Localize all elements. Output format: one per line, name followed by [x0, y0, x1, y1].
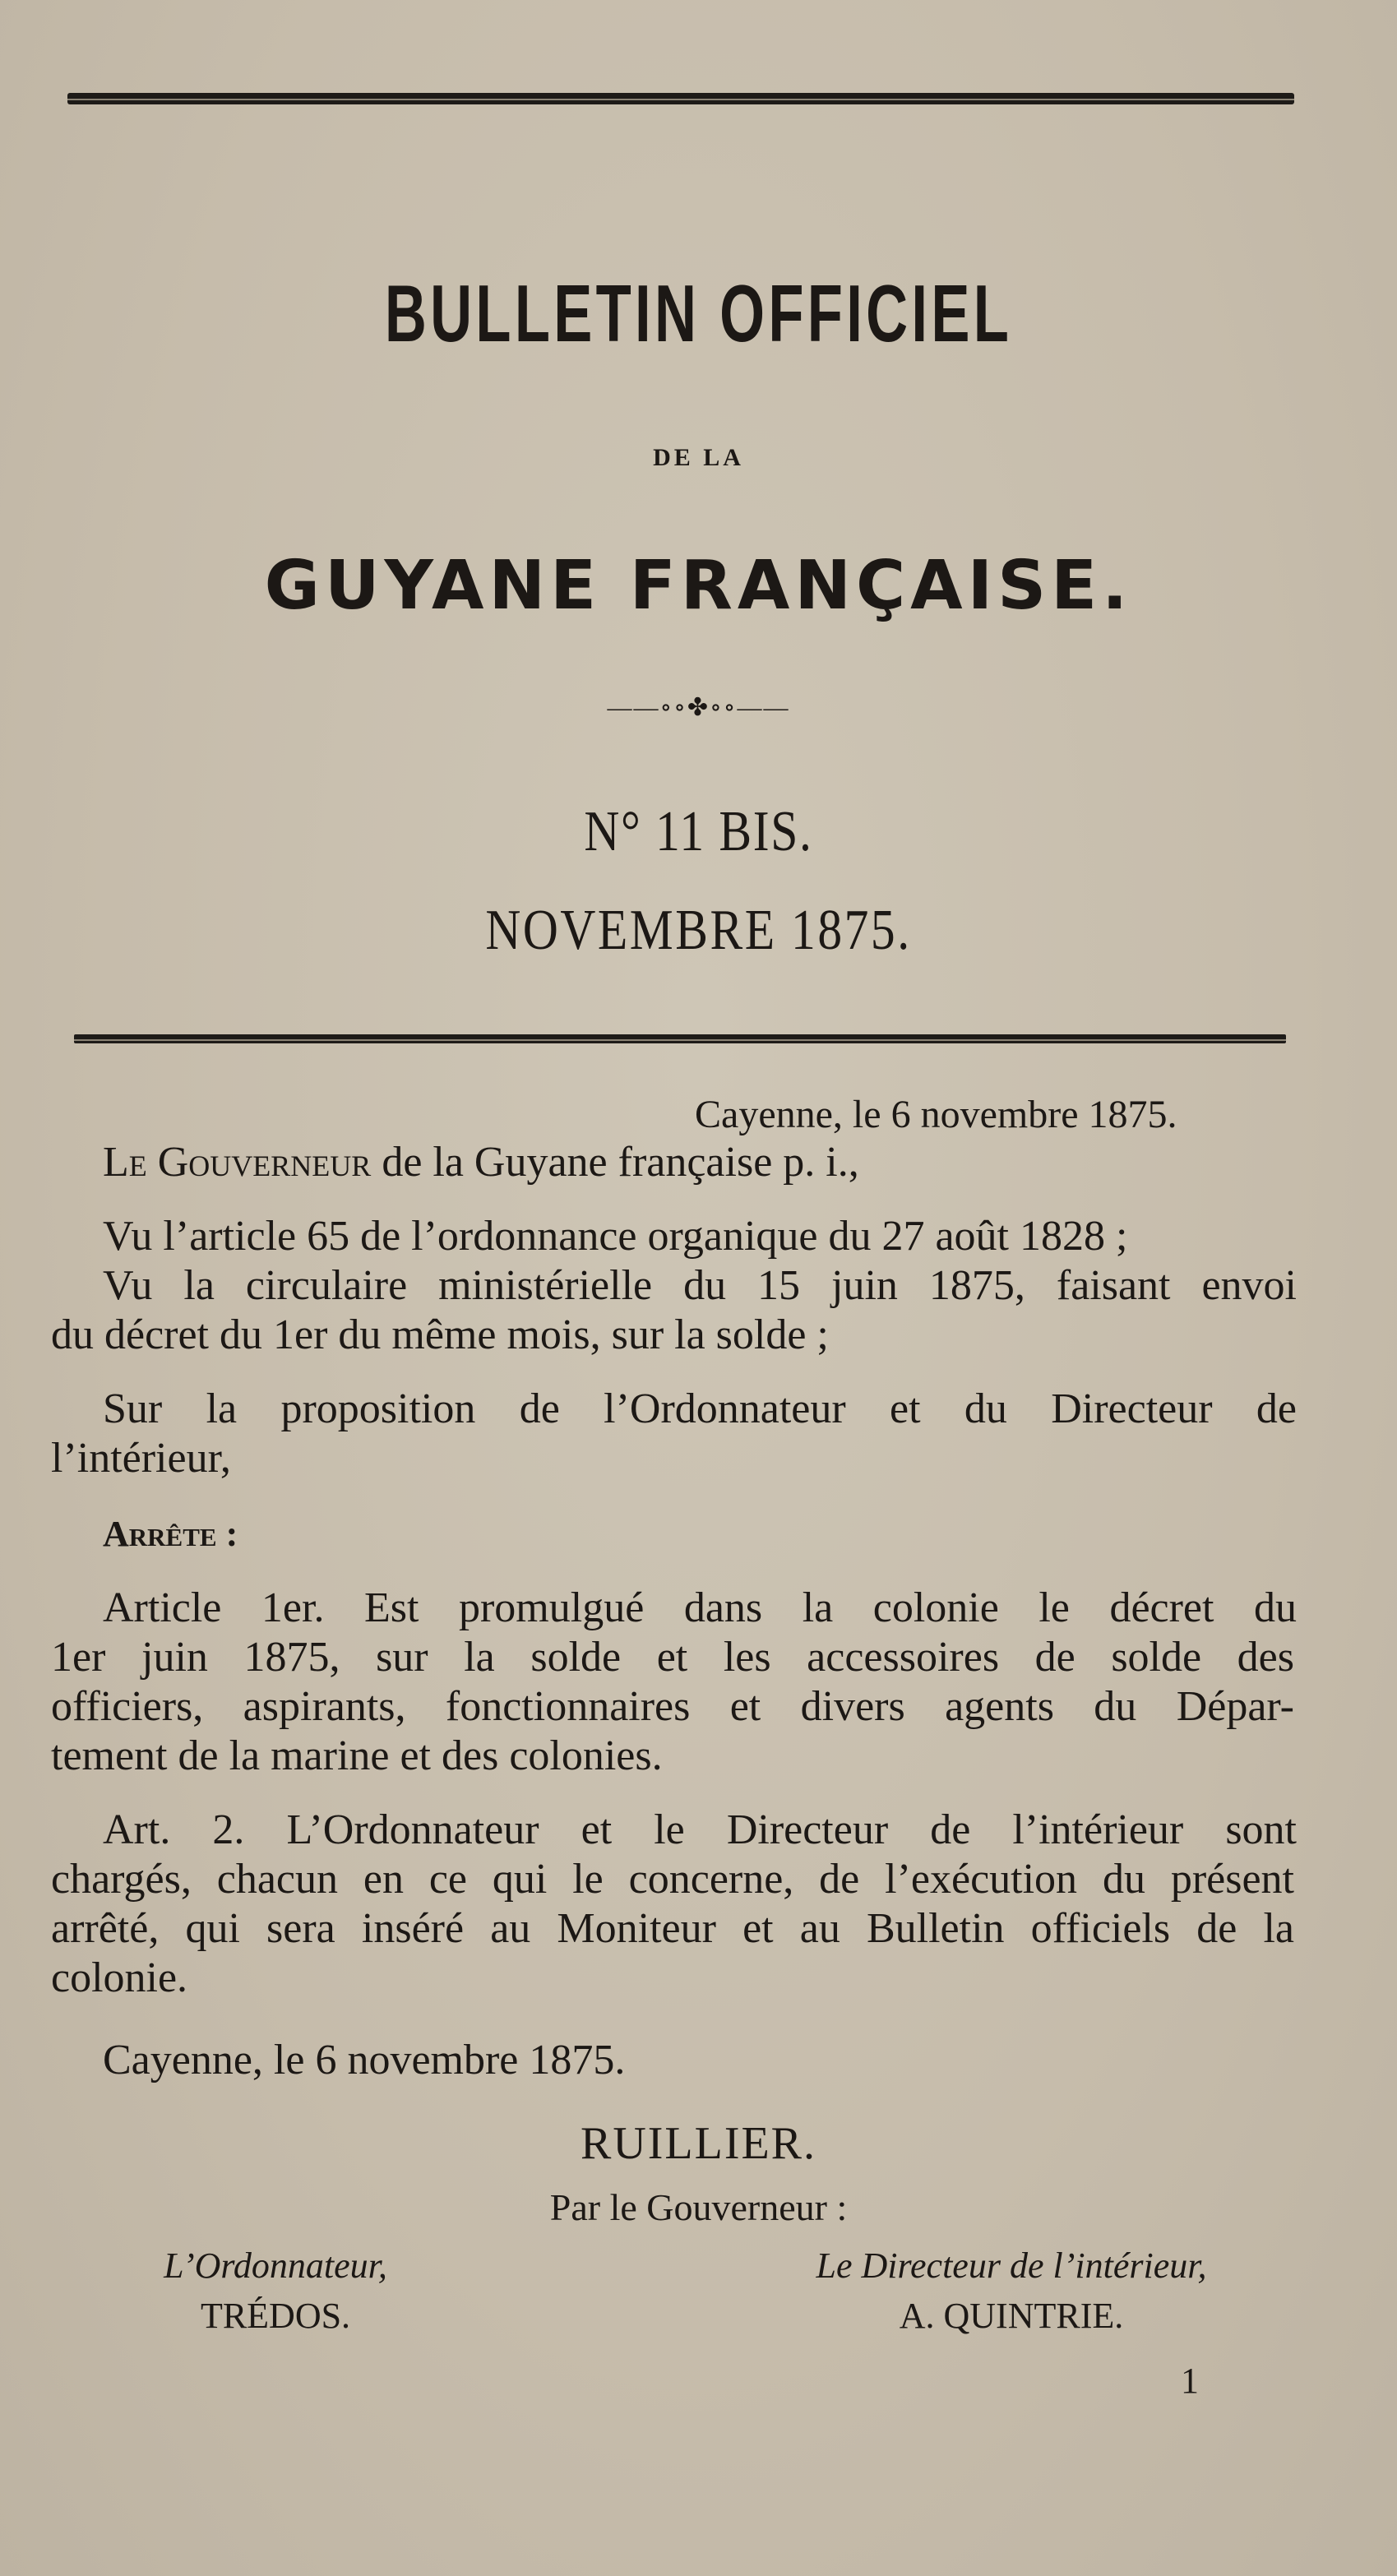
ornament-divider: ——∘∘✤∘∘—— [607, 694, 790, 721]
governor-signature: RUILLIER. [580, 2118, 817, 2169]
directeur-role: Le Directeur de l’intérieur, [816, 2245, 1207, 2286]
article-2-line-4: colonie. [51, 1954, 188, 2001]
sur-proposition-line-1: Sur la proposition de l’Ordonnateur et du Directeur de [103, 1385, 1297, 1432]
issue-date: NOVEMBRE 1875. [485, 899, 912, 962]
article-2-line-1: Art. 2. L’Ordonnateur et le Directeur de l’intérieur sont [103, 1806, 1297, 1853]
closing-place-date: Cayenne, le 6 novembre 1875. [103, 2037, 626, 2083]
gouverneur-lead: Le Gouverneur [103, 1139, 372, 1186]
directeur-signature-block [773, 2241, 1250, 2341]
bulletin-title: BULLETIN OFFICIEL [384, 268, 1013, 358]
directeur-name: A. QUINTRIE. [899, 2296, 1124, 2336]
arrete-heading: Arrête : [103, 1514, 238, 1554]
issue-number: N° 11 BIS. [584, 800, 813, 863]
vu-article-line: Vu l’article 65 de l’ordonnance organique du 27 août 1828 ; [103, 1213, 1128, 1260]
place-date: Cayenne, le 6 novembre 1875. [695, 1093, 1177, 1136]
gouverneur-rest: de la Guyane française p. i., [382, 1139, 859, 1186]
vu-circulaire-line-2: du décret du 1er du même mois, sur la solde ; [51, 1311, 829, 1358]
article-2-line-3: arrêté, qui sera inséré au Moniteur et au Bulletin officiels de la [51, 1905, 1294, 1952]
article-1-line-3: officiers, aspirants, fonctionnaires et divers agents du Dépar- [51, 1683, 1294, 1730]
article-1-line-4: tement de la marine et des colonies. [51, 1732, 663, 1779]
article-2-line-2: chargés, chacun en ce qui le concerne, de l’exécution du présent [51, 1856, 1294, 1903]
article-1-line-1: Article 1er. Est promulgué dans la colonie le décret du [103, 1584, 1297, 1631]
colony-title: GUYANE FRANÇAISE. [264, 547, 1133, 625]
vu-circulaire-line-1: Vu la circulaire ministérielle du 15 juin 1875, faisant envoi [103, 1262, 1297, 1309]
ordonnateur-name: TRÉDOS. [200, 2296, 351, 2336]
page-folio: 1 [1181, 2361, 1199, 2401]
sur-proposition-line-2: l’intérieur, [51, 1435, 231, 1482]
par-le-gouverneur: Par le Gouverneur : [549, 2186, 848, 2228]
gouverneur-line [103, 1137, 859, 1187]
bulletin-subtitle: DE LA [653, 444, 744, 471]
middle-rule [74, 1034, 1286, 1043]
article-1-line-2: 1er juin 1875, sur la solde et les accessoires de solde des [51, 1634, 1294, 1681]
top-rule [67, 93, 1294, 104]
ordonnateur-role: L’Ordonnateur, [164, 2245, 387, 2286]
ordonnateur-signature-block [127, 2241, 423, 2341]
